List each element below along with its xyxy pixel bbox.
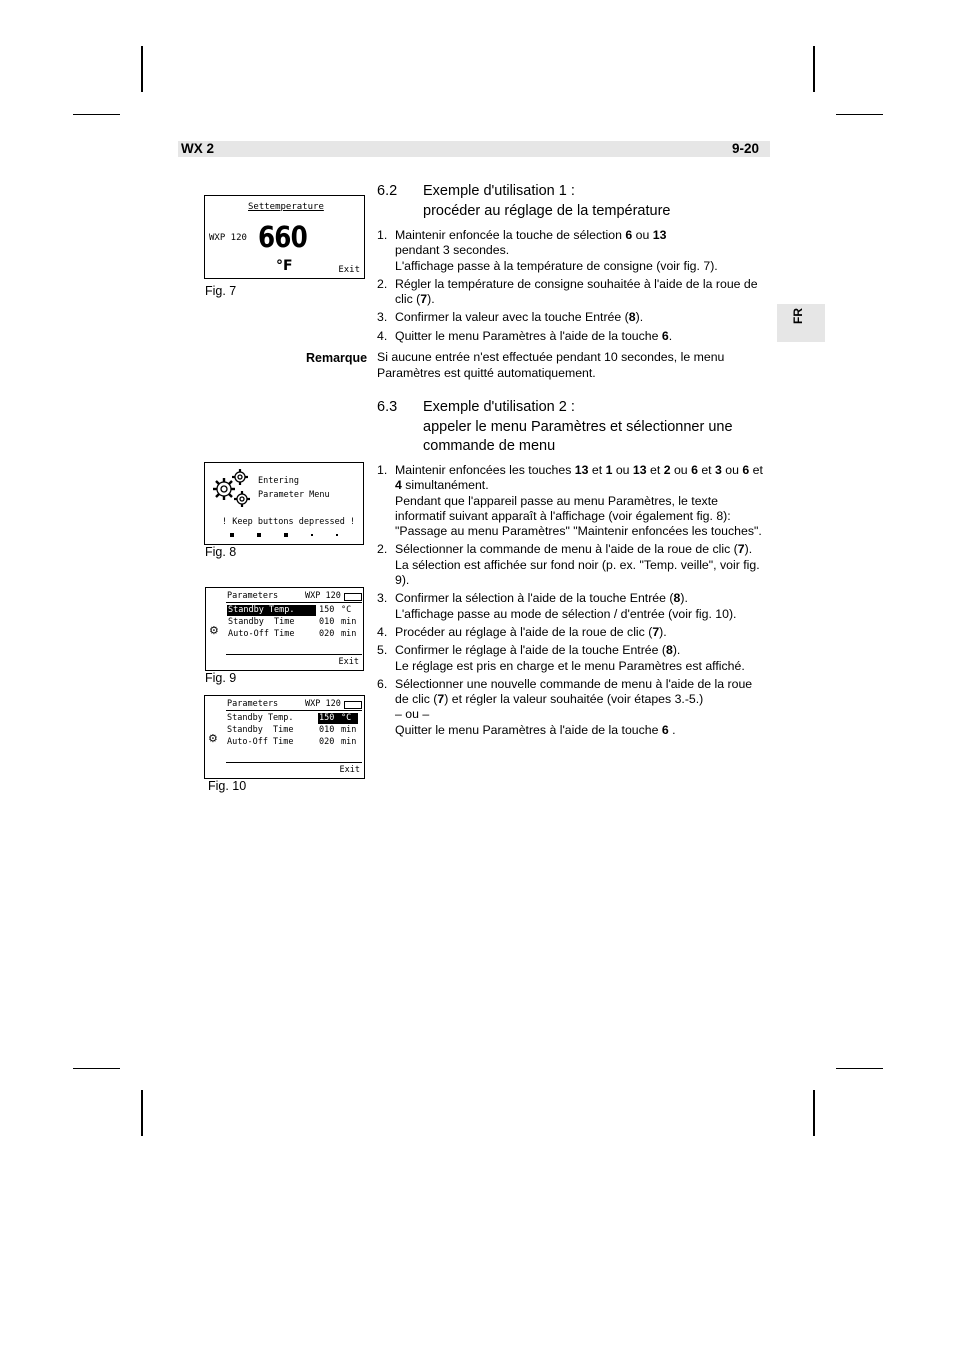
param-value: 010 [319, 725, 335, 735]
section-6-3-heading [377, 398, 777, 458]
list-item: 2. Sélectionner la commande de menu à l'aide de la roue de clic (7). La sélection est affichée sur fond noir (p. ex. "Temp. veille", voir fig. 9). [377, 542, 760, 588]
fig7-unit: °F [276, 258, 293, 274]
battery-icon [344, 593, 362, 601]
remarque-label: Remarque [306, 351, 368, 365]
section-title-line1: Exemple d'utilisation 2 : [423, 399, 575, 415]
list-item: 4. Quitter le menu Paramètres à l'aide de la touche 6. [377, 328, 673, 343]
page-number: 9-20 [731, 141, 759, 156]
param-value: 020 [319, 629, 335, 639]
fig10-exit: Exit [339, 765, 360, 775]
list-item: 6. Sélectionner une nouvelle commande de menu à l'aide de la roue de clic (7) et régler la valeur souhaitée (voir étapes 3.-5.) – ou – Quitter le menu Paramètres à l'aide de la touche 6 . [377, 676, 753, 737]
param-unit: min [341, 617, 357, 627]
param-unit: °C [341, 713, 352, 723]
list-item: 2. Régler la température de consigne souhaitée à l'aide de la roue de clic (7). [377, 276, 758, 307]
crop-mark [836, 114, 883, 115]
param-label: Auto-Off Time [228, 629, 295, 639]
fig7-exit: Exit [338, 265, 360, 275]
fig8-display [204, 462, 364, 545]
fig8-line3: ! Keep buttons depressed ! [222, 517, 356, 527]
param-unit: min [341, 629, 357, 639]
fig10-tool: WXP 120 [305, 699, 341, 709]
header-divider [226, 710, 362, 711]
fig7-tool: WXP 120 [209, 233, 247, 243]
section-title [423, 182, 783, 221]
progress-dot-empty [336, 534, 338, 536]
crop-mark [141, 1090, 143, 1136]
progress-dot-filled [230, 533, 234, 537]
tool-icon: ⚙ [208, 732, 218, 745]
page-header [178, 141, 770, 157]
fig7-value: 660 [258, 220, 307, 254]
fig8-caption: Fig. 8 [205, 545, 237, 559]
crop-mark [73, 1068, 120, 1069]
progress-dot-filled [257, 533, 261, 537]
section-title [423, 398, 783, 457]
fig7-display [204, 195, 365, 279]
param-label: Standby Temp. [227, 713, 294, 723]
footer-divider [226, 762, 362, 763]
steps-6-3 [377, 463, 769, 738]
param-unit: °C [341, 605, 352, 615]
param-label: Standby Time [228, 617, 295, 627]
progress-dot-empty [311, 534, 313, 536]
progress-dots [230, 533, 340, 537]
list-item: 1. Maintenir enfoncée la touche de sélection 6 ou 13 pendant 3 secondes. L'affichage passe à la température de consigne (voir fig. 7). [377, 228, 718, 273]
param-value: 010 [319, 617, 335, 627]
fig8-line2: Parameter Menu [258, 490, 330, 500]
param-label: Standby Temp. [228, 605, 295, 615]
crop-mark [141, 46, 143, 92]
list-item: 5. Confirmer le réglage à l'aide de la touche Entrée (8). Le réglage est pris en charge et le menu Paramètres est affiché. [377, 643, 745, 673]
section-number: 6.2 [377, 183, 398, 199]
fig9-display [205, 587, 364, 671]
fig7-caption: Fig. 7 [205, 284, 237, 298]
section-title-line2: procéder au réglage de la température [423, 202, 671, 219]
steps-6-2 [377, 228, 769, 344]
param-unit: min [341, 737, 357, 747]
section-title-line1: Exemple d'utilisation 1 : [423, 183, 575, 199]
crop-mark [836, 1068, 883, 1069]
param-value: 020 [319, 737, 335, 747]
fig9-caption: Fig. 9 [205, 671, 237, 685]
list-item: 4. Procéder au réglage à l'aide de la roue de clic (7). [377, 624, 667, 639]
fig7-title: Settemperature [248, 202, 324, 212]
crop-mark [73, 114, 120, 115]
fig10-caption: Fig. 10 [208, 779, 247, 793]
crop-mark [813, 46, 815, 92]
progress-dot-filled [284, 533, 288, 537]
fig8-line1: Entering [258, 476, 299, 486]
remarque-text: Si aucune entrée n'est effectuée pendant 10 secondes, le menu Paramètres est quitté automatiquement. [377, 350, 725, 380]
fig9-title: Parameters [227, 591, 279, 601]
tool-icon: ⚙ [209, 624, 219, 637]
section-number: 6.3 [377, 399, 398, 415]
section-title-line2: appeler le menu Paramètres et sélectionner une commande de menu [423, 418, 733, 454]
list-item: 3. Confirmer la sélection à l'aide de la touche Entrée (8). L'affichage passe au mode de sélection / d'entrée (voir fig. 10). [377, 591, 737, 621]
section-6-2-heading [377, 182, 777, 222]
param-label: Auto-Off Time [227, 737, 294, 747]
crop-mark [813, 1090, 815, 1136]
list-item: 3. Confirmer la valeur avec la touche Entrée (8). [377, 310, 644, 325]
fig10-display [204, 695, 365, 779]
param-value: 150 [319, 713, 335, 723]
fig9-exit: Exit [338, 657, 359, 667]
header-title: WX 2 [181, 141, 215, 156]
param-label: Standby Time [227, 725, 294, 735]
footer-divider [226, 654, 362, 655]
battery-icon [344, 701, 362, 709]
gears-icon [208, 465, 254, 511]
language-tab [777, 304, 825, 342]
param-unit: min [341, 725, 357, 735]
param-value: 150 [319, 605, 335, 615]
list-item: 1. Maintenir enfoncées les touches 13 et 1 ou 13 et 2 ou 6 et 3 ou 6 et 4 simultanément. Pendant que l'appareil passe au menu Paramètres, le texte informatif suivant apparaît à l'affichage (voir également fig. 8): "Passage au menu Paramètres" "Maintenir enfoncées les touches". [377, 463, 763, 539]
language-tab-label: FR [791, 308, 805, 324]
fig9-tool: WXP 120 [305, 591, 341, 601]
header-divider [226, 602, 362, 603]
fig10-title: Parameters [227, 699, 279, 709]
